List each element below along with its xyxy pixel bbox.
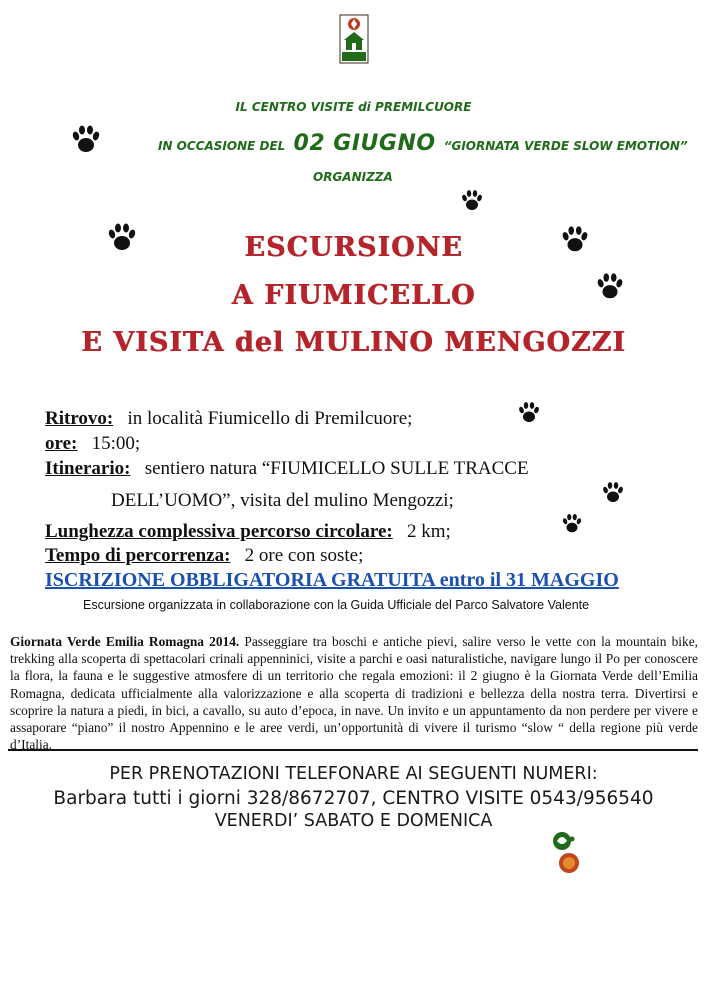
occasion-line xyxy=(158,131,688,156)
itinerario-label: Itinerario: xyxy=(45,458,131,479)
ritrovo-label: Ritrovo: xyxy=(45,408,114,429)
title-line-2: A FIUMICELLO xyxy=(231,280,476,311)
paw-icon xyxy=(601,481,625,505)
paw-icon xyxy=(460,189,484,213)
description-paragraph xyxy=(10,633,698,753)
lunghezza-row xyxy=(45,520,451,544)
paragraph-heading: Giornata Verde Emilia Romagna 2014. xyxy=(10,634,240,649)
ritrovo-row xyxy=(45,407,412,431)
lunghezza-label: Lunghezza complessiva percorso circolare: xyxy=(45,521,393,542)
ore-value: 15:00; xyxy=(91,433,141,454)
organizer-line: IL CENTRO VISITE di PREMILCUORE xyxy=(235,100,472,114)
paw-icon xyxy=(517,401,541,425)
ritrovo-value: in località Fiumicello di Premilcuore; xyxy=(127,408,413,429)
occasion-suffix: “GIORNATA VERDE SLOW EMOTION” xyxy=(443,139,688,153)
registration-notice: ISCRIZIONE OBBLIGATORIA GRATUITA entro il 31 MAGGIO xyxy=(45,569,619,591)
tempo-row xyxy=(45,544,363,568)
guide-note: Escursione organizzata in collaborazione con la Guida Ufficiale del Parco Salvatore Valente xyxy=(83,598,590,612)
tempo-label: Tempo di percorrenza: xyxy=(45,545,231,566)
booking-days: VENERDI’ SABATO E DOMENICA xyxy=(214,811,493,831)
booking-phones: Barbara tutti i giorni 328/8672707, CENTRO VISITE 0543/956540 xyxy=(53,788,654,809)
paw-icon xyxy=(70,124,102,156)
organizes-label: ORGANIZZA xyxy=(313,170,393,184)
lunghezza-value: 2 km; xyxy=(407,521,451,542)
paw-icon xyxy=(106,222,138,254)
paw-icon xyxy=(561,513,583,535)
booking-title: PER PRENOTAZIONI TELEFONARE AI SEGUENTI NUMERI: xyxy=(109,764,598,784)
paw-icon xyxy=(560,225,590,255)
title-line-3: E VISITA del MULINO MENGOZZI xyxy=(81,327,626,358)
tempo-value: 2 ore con soste; xyxy=(244,545,364,566)
occasion-prefix: IN OCCASIONE DEL xyxy=(158,139,286,153)
itinerario-value-2: DELL’UOMO”, visita del mulino Mengozzi; xyxy=(111,490,454,511)
centri-visita-logo xyxy=(339,14,369,64)
event-date: 02 GIUGNO xyxy=(293,131,436,156)
paragraph-body: Passeggiare tra boschi e antiche pievi, salire verso le vette con la mountain bike, trekking alla scoperta di spettacolari crinali appenninici, visite a parchi e oasi naturalistiche, navigare lungo il Po per conoscere la flora, la fauna e le suggestive atmosfere di un territorio che regala emozioni: il 2 giugno è la Giornata Verde dell’Emilia Romagna, dedicata ufficialmente alla valorizzazione e alla scoperta di tradizioni e bellezza della nostra terra. Divertirsi e scoprire la natura a piedi, in bici, a cavallo, su auto d’epoca, in nave. Un invito e un appuntamento da non perdere per vivere e assaporare “piano” il nostro Appennino e le aree verdi, un’opportunità di vivere il turismo “slow “ della regione più verde d’Italia. xyxy=(10,634,699,753)
title-line-1: ESCURSIONE xyxy=(244,232,463,263)
ore-row xyxy=(45,432,140,456)
divider xyxy=(8,749,698,751)
itinerario-value: sentiero natura “FIUMICELLO SULLE TRACCE xyxy=(144,458,529,479)
itinerario-row xyxy=(45,457,529,481)
paw-icon xyxy=(595,272,625,302)
ore-label: ore: xyxy=(45,433,78,454)
partner-logo xyxy=(551,829,585,875)
